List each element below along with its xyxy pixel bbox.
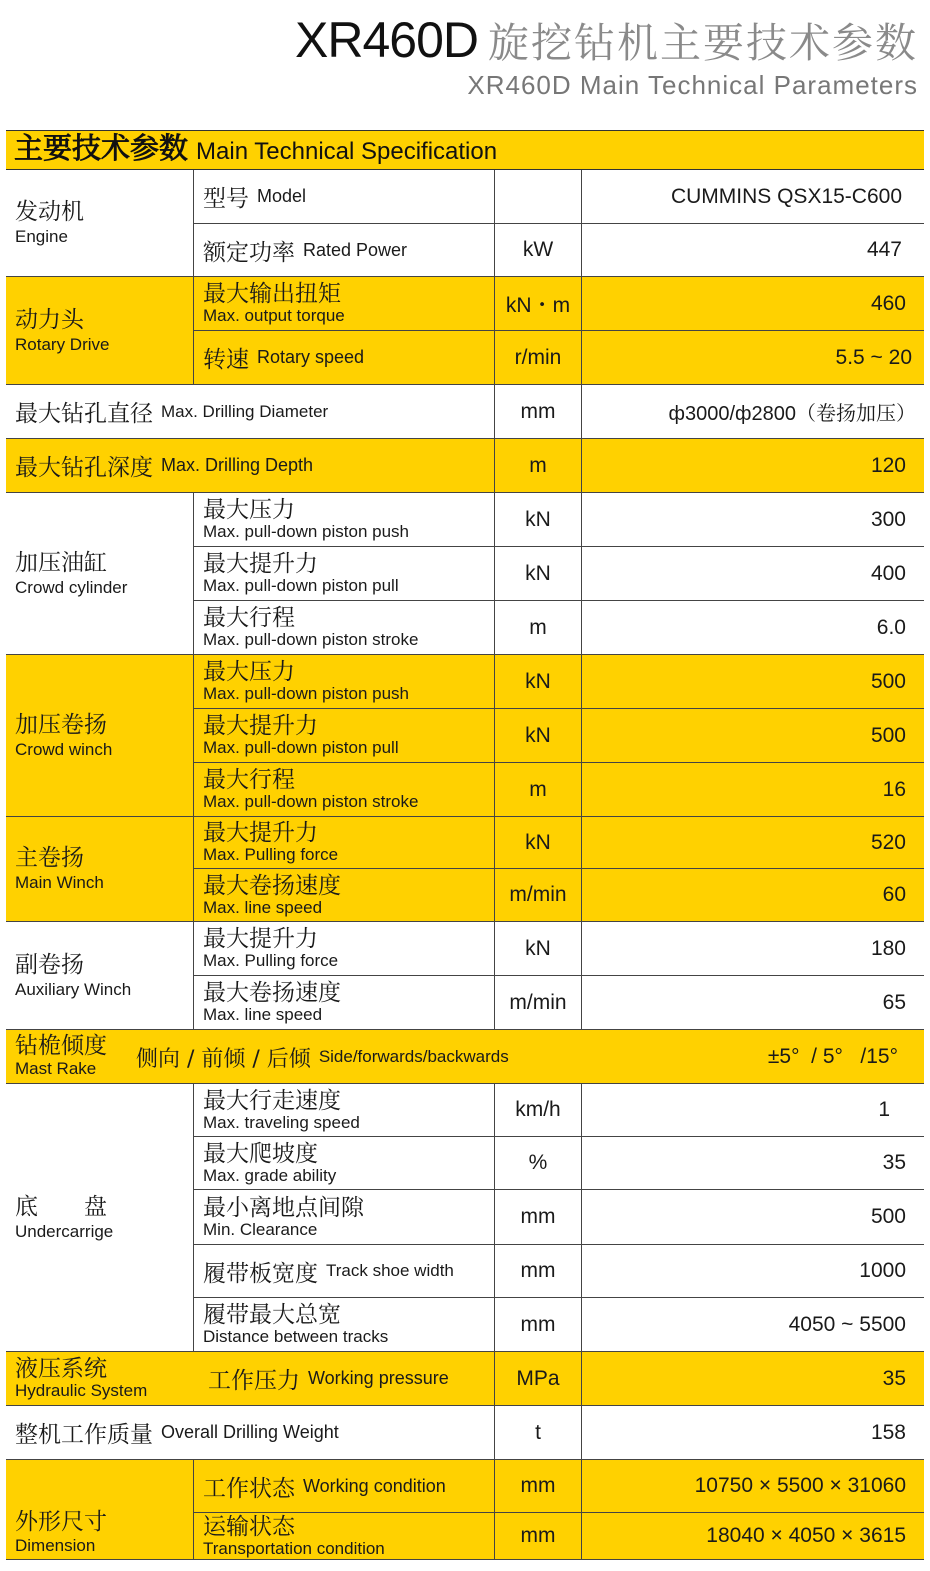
- aux-winch-force-value: 180: [582, 922, 924, 976]
- engine-power-param: [194, 224, 495, 277]
- undercarriage-label-cn: 底 盘: [15, 1193, 107, 1220]
- param-en: Track shoe width: [326, 1261, 454, 1280]
- param-cn: 最大行程: [203, 767, 295, 793]
- mast-rake-value: ±5° / 5° /15°: [582, 1030, 924, 1084]
- clearance-param: [194, 1190, 495, 1245]
- param-cn: 工作压力: [208, 1368, 300, 1394]
- param-cn: 最大压力: [203, 497, 295, 523]
- cylinder-push-value: 300: [582, 493, 924, 547]
- param-cn: 转速: [203, 347, 249, 373]
- working-condition-param: [194, 1460, 495, 1513]
- cylinder-push-unit: kN: [495, 493, 582, 547]
- working-condition-value: 10750 × 5500 × 31060: [582, 1460, 924, 1513]
- section-title-en: Main Technical Specification: [196, 138, 498, 165]
- travel-speed-unit: km/h: [495, 1084, 582, 1137]
- main-winch-force-value: 520: [582, 817, 924, 869]
- winch-pull-param: [194, 709, 495, 763]
- cylinder-push-param: [194, 493, 495, 547]
- param-cn: 最大提升力: [203, 551, 318, 577]
- param-cn: 工作状态: [203, 1475, 295, 1502]
- winch-pull-unit: kN: [495, 709, 582, 763]
- main-winch-speed-param: [194, 869, 495, 922]
- mast-label-en: Mast Rake: [15, 1059, 97, 1078]
- track-shoe-param: [194, 1245, 495, 1298]
- depth-value: 120: [582, 439, 924, 493]
- param-cn: 最大提升力: [203, 820, 318, 846]
- depth-param: [6, 439, 495, 493]
- param-en: Distance between tracks: [203, 1327, 389, 1346]
- hydraulic-label-cn: 液压系统: [15, 1355, 107, 1382]
- param-en: Max. pull-down piston pull: [203, 576, 399, 595]
- engine-label-en: Engine: [15, 227, 68, 246]
- aux-winch-speed-value: 65: [582, 976, 924, 1030]
- param-cn: 最大卷扬速度: [203, 980, 341, 1006]
- hydraulic-label: [6, 1352, 194, 1406]
- dimension-label-en: Dimension: [15, 1536, 96, 1555]
- rotary-label-en: Rotary Drive: [15, 334, 110, 354]
- param-cn: 最大输出扭矩: [203, 281, 341, 307]
- undercarriage-label-en: Undercarrige: [15, 1221, 114, 1241]
- param-cn: 履带板宽度: [203, 1260, 318, 1287]
- param-en: Working pressure: [308, 1368, 449, 1388]
- hydraulic-unit: MPa: [495, 1352, 582, 1406]
- cylinder-label-cn: 加压油缸: [15, 549, 107, 576]
- param-cn: 型号: [203, 186, 249, 212]
- mast-label-cn: 钻桅倾度: [15, 1033, 107, 1059]
- param-en: Max. traveling speed: [203, 1112, 360, 1132]
- diameter-unit: mm: [495, 385, 582, 439]
- diameter-param: [6, 385, 495, 439]
- engine-power-value: 447: [582, 224, 924, 277]
- engine-model-value: CUMMINS QSX15-C600: [582, 170, 924, 224]
- section-title-cn: 主要技术参数: [14, 131, 189, 165]
- cylinder-label-en: Crowd cylinder: [15, 577, 128, 597]
- grade-value: 35: [582, 1137, 924, 1190]
- winch-label-en: Crowd winch: [15, 739, 113, 759]
- aux-winch-force-param: [194, 922, 495, 976]
- param-en: Transportation condition: [203, 1538, 385, 1558]
- param-en: Max. pull-down piston push: [203, 684, 410, 703]
- cylinder-label: [6, 493, 194, 655]
- rotary-speed-param: [194, 331, 495, 385]
- rotary-torque-param: [194, 277, 495, 331]
- rotary-torque-value: 460: [582, 277, 924, 331]
- winch-label-cn: 加压卷扬: [15, 711, 107, 738]
- param-en: Max. Drilling Depth: [161, 455, 314, 475]
- cylinder-pull-unit: kN: [495, 547, 582, 601]
- undercarriage-label: [6, 1084, 194, 1352]
- param-cn: 最大爬坡度: [203, 1140, 318, 1167]
- main-winch-force-unit: kN: [495, 817, 582, 869]
- param-cn: 整机工作质量: [15, 1422, 153, 1448]
- hydraulic-param: [194, 1352, 495, 1406]
- transport-condition-value: 18040 × 4050 × 3615: [582, 1513, 924, 1560]
- aux-winch-force-unit: kN: [495, 922, 582, 976]
- cylinder-pull-value: 400: [582, 547, 924, 601]
- depth-unit: m: [495, 439, 582, 493]
- param-cn: 运输状态: [203, 1513, 295, 1540]
- param-en: Overall Drilling Weight: [161, 1422, 339, 1442]
- weight-param: [6, 1406, 495, 1460]
- rotary-label-cn: 动力头: [15, 306, 84, 333]
- param-en: Max. Drilling Diameter: [161, 401, 329, 421]
- dimension-label-cn: 外形尺寸: [15, 1509, 107, 1535]
- param-cn: 最大行走速度: [203, 1087, 341, 1114]
- rotary-torque-unit: kN・m: [495, 277, 582, 331]
- param-en: Max. pull-down piston pull: [203, 738, 399, 757]
- working-condition-unit: mm: [495, 1460, 582, 1513]
- winch-pull-value: 500: [582, 709, 924, 763]
- section-header: [6, 130, 924, 170]
- hydraulic-value: 35: [582, 1352, 924, 1406]
- page-subtitle: XR460D Main Technical Parameters: [467, 70, 918, 100]
- param-en: Max. pull-down piston stroke: [203, 792, 419, 811]
- track-shoe-value: 1000: [582, 1245, 924, 1298]
- track-distance-unit: mm: [495, 1298, 582, 1352]
- rotary-label: [6, 277, 194, 385]
- param-cn: 最大行程: [203, 605, 295, 631]
- param-en: Max. pull-down piston stroke: [203, 630, 419, 649]
- param-cn: 最大压力: [203, 659, 295, 685]
- param-cn: 最大钻孔深度: [15, 455, 153, 481]
- engine-power-unit: kW: [495, 224, 582, 277]
- main-winch-speed-value: 60: [582, 869, 924, 922]
- rotary-speed-value: 5.5 ~ 20: [582, 331, 924, 385]
- param-en: Model: [257, 186, 307, 206]
- travel-speed-param: [194, 1084, 495, 1137]
- title-cn: 旋挖钻机主要技术参数: [488, 19, 918, 67]
- param-en: Max. Pulling force: [203, 845, 339, 864]
- main-winch-label-cn: 主卷扬: [15, 845, 84, 871]
- aux-winch-label: [6, 922, 194, 1030]
- mast-sub-cn: 侧向 / 前倾 / 后倾: [136, 1046, 311, 1072]
- param-en: Rotary speed: [257, 347, 365, 367]
- param-en: Max. pull-down piston push: [203, 522, 410, 541]
- param-cn: 额定功率: [203, 239, 295, 266]
- param-cn: 最大提升力: [203, 713, 318, 739]
- winch-push-param: [194, 655, 495, 709]
- travel-speed-value: 1: [582, 1084, 924, 1137]
- main-winch-force-param: [194, 817, 495, 869]
- winch-stroke-value: 16: [582, 763, 924, 817]
- aux-winch-speed-unit: m/min: [495, 976, 582, 1030]
- param-cn: 履带最大总宽: [203, 1302, 341, 1328]
- winch-push-unit: kN: [495, 655, 582, 709]
- param-cn: 最小离地点间隙: [203, 1194, 364, 1221]
- engine-model-param: [194, 170, 495, 224]
- dimension-label: [6, 1460, 194, 1560]
- mast-rake-param: [6, 1030, 582, 1084]
- main-winch-label: [6, 817, 194, 922]
- aux-winch-label-cn: 副卷扬: [15, 951, 84, 978]
- transport-condition-unit: mm: [495, 1513, 582, 1560]
- param-en: Max. Pulling force: [203, 951, 339, 970]
- cylinder-stroke-unit: m: [495, 601, 582, 655]
- main-winch-speed-unit: m/min: [495, 869, 582, 922]
- main-winch-label-en: Main Winch: [15, 873, 104, 892]
- model-name: XR460D: [295, 12, 478, 68]
- winch-stroke-param: [194, 763, 495, 817]
- param-cn: 最大卷扬速度: [203, 872, 341, 899]
- hydraulic-label-en: Hydraulic System: [15, 1380, 148, 1400]
- cylinder-stroke-value: 6.0: [582, 601, 924, 655]
- param-en: Max. line speed: [203, 897, 323, 917]
- mast-sub-en: Side/forwards/backwards: [318, 1047, 509, 1066]
- param-en: Max. output torque: [203, 306, 345, 325]
- winch-push-value: 500: [582, 655, 924, 709]
- transport-condition-param: [194, 1513, 495, 1560]
- rotary-speed-unit: r/min: [495, 331, 582, 385]
- engine-label: [6, 170, 194, 277]
- param-en: Working condition: [303, 1475, 446, 1496]
- aux-winch-speed-param: [194, 976, 495, 1030]
- param-en: Max. line speed: [203, 1005, 323, 1024]
- clearance-value: 500: [582, 1190, 924, 1245]
- cylinder-pull-param: [194, 547, 495, 601]
- engine-label-cn: 发动机: [15, 199, 84, 225]
- diameter-value: ф3000/ф2800（卷扬加压）: [582, 385, 924, 439]
- param-en: Min. Clearance: [203, 1219, 318, 1239]
- param-cn: 最大提升力: [203, 926, 318, 952]
- weight-value: 158: [582, 1406, 924, 1460]
- aux-winch-label-en: Auxiliary Winch: [15, 979, 132, 999]
- grade-param: [194, 1137, 495, 1190]
- track-distance-value: 4050 ~ 5500: [582, 1298, 924, 1352]
- grade-unit: %: [495, 1137, 582, 1190]
- winch-stroke-unit: m: [495, 763, 582, 817]
- clearance-unit: mm: [495, 1190, 582, 1245]
- engine-model-unit: [495, 170, 582, 224]
- param-cn: 最大钻孔直径: [15, 401, 153, 427]
- cylinder-stroke-param: [194, 601, 495, 655]
- track-distance-param: [194, 1298, 495, 1352]
- winch-label: [6, 655, 194, 817]
- weight-unit: t: [495, 1406, 582, 1460]
- param-en: Max. grade ability: [203, 1165, 337, 1185]
- track-shoe-unit: mm: [495, 1245, 582, 1298]
- param-en: Rated Power: [303, 239, 408, 260]
